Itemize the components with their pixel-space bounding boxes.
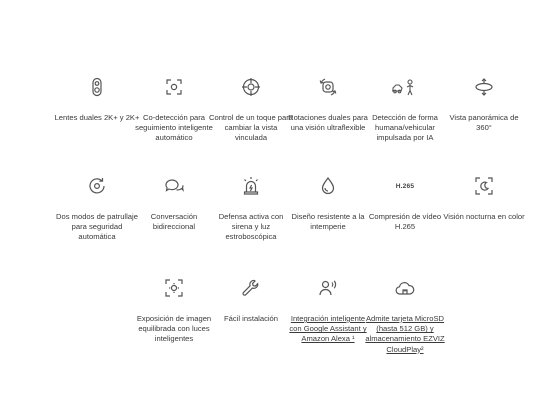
h265-icon-text: H.265 [395, 182, 415, 190]
feature-label: Compresión de vídeo H.265 [368, 212, 442, 232]
feature-label: Vista panorámica de 360° [449, 113, 519, 133]
storage-link[interactable]: Admite tarjeta MicroSD (hasta 512 GB) y almacenamiento EZVIZ CloudPlay² [365, 314, 445, 354]
panorama-icon [472, 75, 496, 99]
feature-h265 [362, 174, 448, 232]
feature-label: Control de un toque para cambiar la vista vinculada [208, 113, 293, 143]
feature-patrol [54, 174, 140, 243]
feature-label: Diseño resistente a la intemperie [291, 212, 365, 232]
chat-icon [162, 174, 186, 198]
feature-dual-lens [54, 75, 140, 123]
feature-color-night-vision [441, 174, 527, 222]
feature-easy-install [208, 276, 294, 324]
dual-lens-icon [85, 75, 109, 99]
patrol-icon [85, 174, 109, 198]
feature-label: Detección de forma humana/vehicular impulsada por IA [372, 113, 438, 143]
feature-dual-rotation [285, 75, 371, 133]
night-color-icon [472, 174, 496, 198]
siren-icon [239, 174, 263, 198]
rotation-icon [316, 75, 340, 99]
voice-assistant-icon [316, 276, 340, 300]
feature-label: Co-detección para seguimiento inteligente automático [135, 113, 213, 143]
feature-two-way-talk [131, 174, 217, 232]
voice-assistant-link[interactable]: Integración inteligente con Google Assistant y Amazon Alexa ¹ [289, 314, 367, 344]
cloud-storage-icon [393, 276, 417, 300]
feature-active-defense [208, 174, 294, 243]
target-icon [162, 75, 186, 99]
feature-voice-assistant [285, 276, 371, 345]
feature-label: Rotaciones duales para una visión ultraflexible [288, 113, 368, 133]
feature-label: Visión nocturna en color [443, 212, 525, 221]
car-person-icon [393, 75, 417, 99]
wrench-icon [239, 276, 263, 300]
exposure-icon [162, 276, 186, 300]
feature-label: Defensa activa con sirena y luz estroboscópica [218, 212, 284, 242]
feature-one-touch [208, 75, 294, 144]
water-drop-icon [316, 174, 340, 198]
feature-label: Dos modos de patrullaje para seguridad automática [56, 212, 138, 242]
feature-balanced-exposure [131, 276, 217, 345]
feature-label: Conversación bidireccional [150, 212, 198, 232]
feature-panorama [441, 75, 527, 133]
feature-label: Fácil instalación [223, 314, 279, 323]
feature-co-detection [131, 75, 217, 144]
feature-weatherproof [285, 174, 371, 232]
feature-storage [362, 276, 448, 355]
feature-ai-detection [362, 75, 448, 144]
crosshair-icon [239, 75, 263, 99]
feature-label: Exposición de imagen equilibrada con luces inteligentes [136, 314, 212, 344]
feature-label: Lentes duales 2K+ y 2K+ [54, 113, 140, 122]
h265-icon [393, 174, 417, 198]
